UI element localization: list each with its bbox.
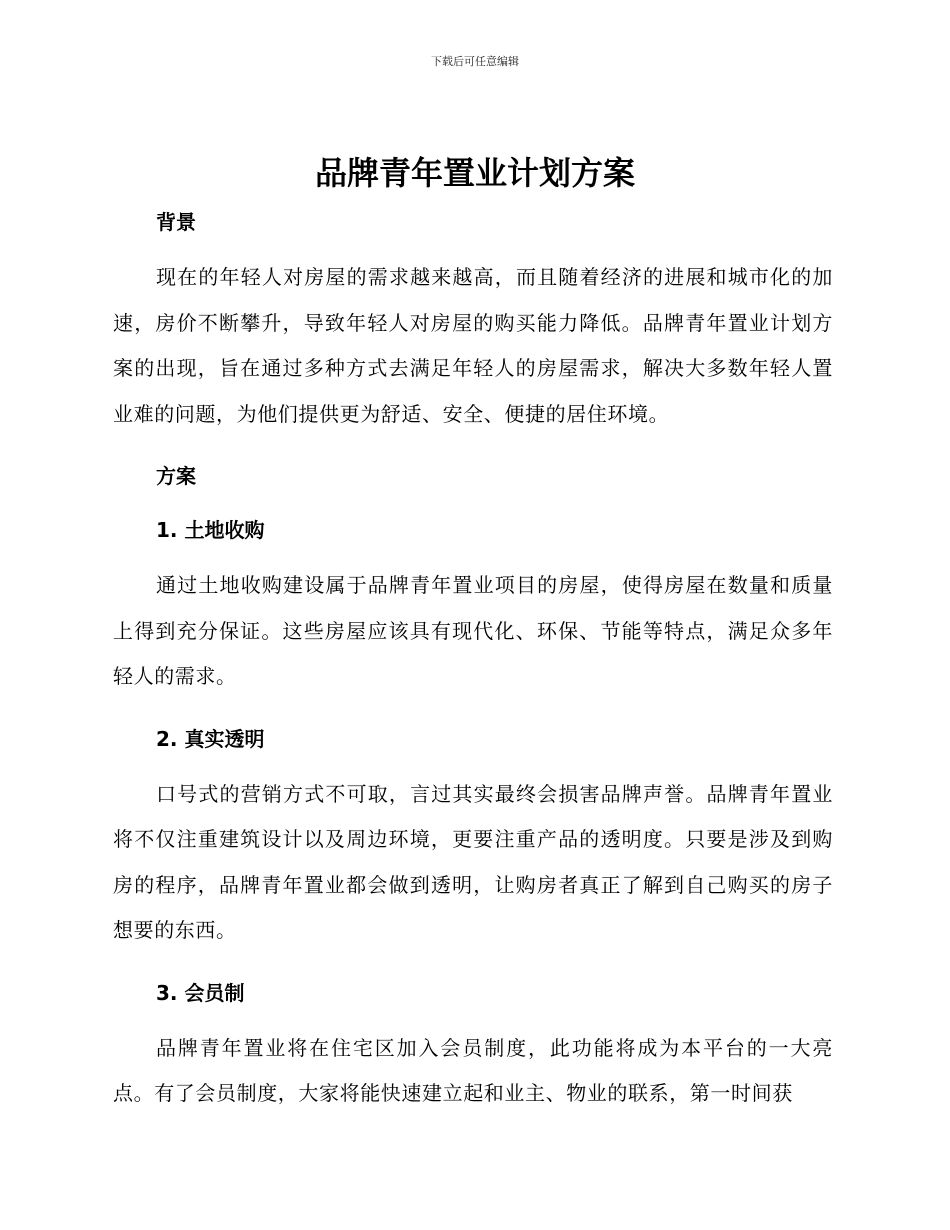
paragraph-membership: 品牌青年置业将在住宅区加入会员制度，此功能将成为本平台的一大亮点。有了会员制度，大家将能快速建立起和业主、物业的联系，第一时间获	[113, 1035, 833, 1105]
spacer	[113, 437, 833, 455]
section-heading-transparency: 2. 真实透明	[156, 726, 265, 751]
section-heading-plan: 方案	[156, 464, 196, 488]
document-body	[113, 201, 833, 1117]
spacer	[113, 954, 833, 972]
header-note: 下载后可任意编辑	[431, 55, 519, 68]
spacer	[113, 760, 833, 772]
section-heading-land-acquisition: 1. 土地收购	[156, 518, 265, 542]
spacer	[113, 497, 833, 509]
spacer	[113, 1014, 833, 1026]
spacer	[113, 700, 833, 718]
spacer	[113, 551, 833, 563]
section-heading-membership: 3. 会员制	[156, 980, 245, 1005]
paragraph-transparency: 口号式的营销方式不可取，言过其实最终会损害品牌声誉。品牌青年置业将不仅注重建筑设计以及周边环境，更要注重产品的透明度。只要是涉及到购房的程序，品牌青年置业都会做到透明，让购房者真正了解到自己购买的房子想要的东西。	[113, 781, 833, 942]
paragraph-background: 现在的年轻人对房屋的需求越来越高，而且随着经济的进展和城市化的加速，房价不断攀升，导致年轻人对房屋的购买能力降低。品牌青年置业计划方案的出现，旨在通过多种方式去满足年轻人的房屋需求，解决大多数年轻人置业难的问题，为他们提供更为舒适、安全、便捷的居住环境。	[113, 265, 833, 426]
paragraph-land-acquisition: 通过土地收购建设属于品牌青年置业项目的房屋，使得房屋在数量和质量上得到充分保证。这些房屋应该具有现代化、环保、节能等特点，满足众多年轻人的需求。	[113, 573, 833, 688]
document-title: 品牌青年置业计划方案	[314, 154, 635, 192]
section-heading-background: 背景	[156, 210, 196, 234]
spacer	[113, 243, 833, 255]
